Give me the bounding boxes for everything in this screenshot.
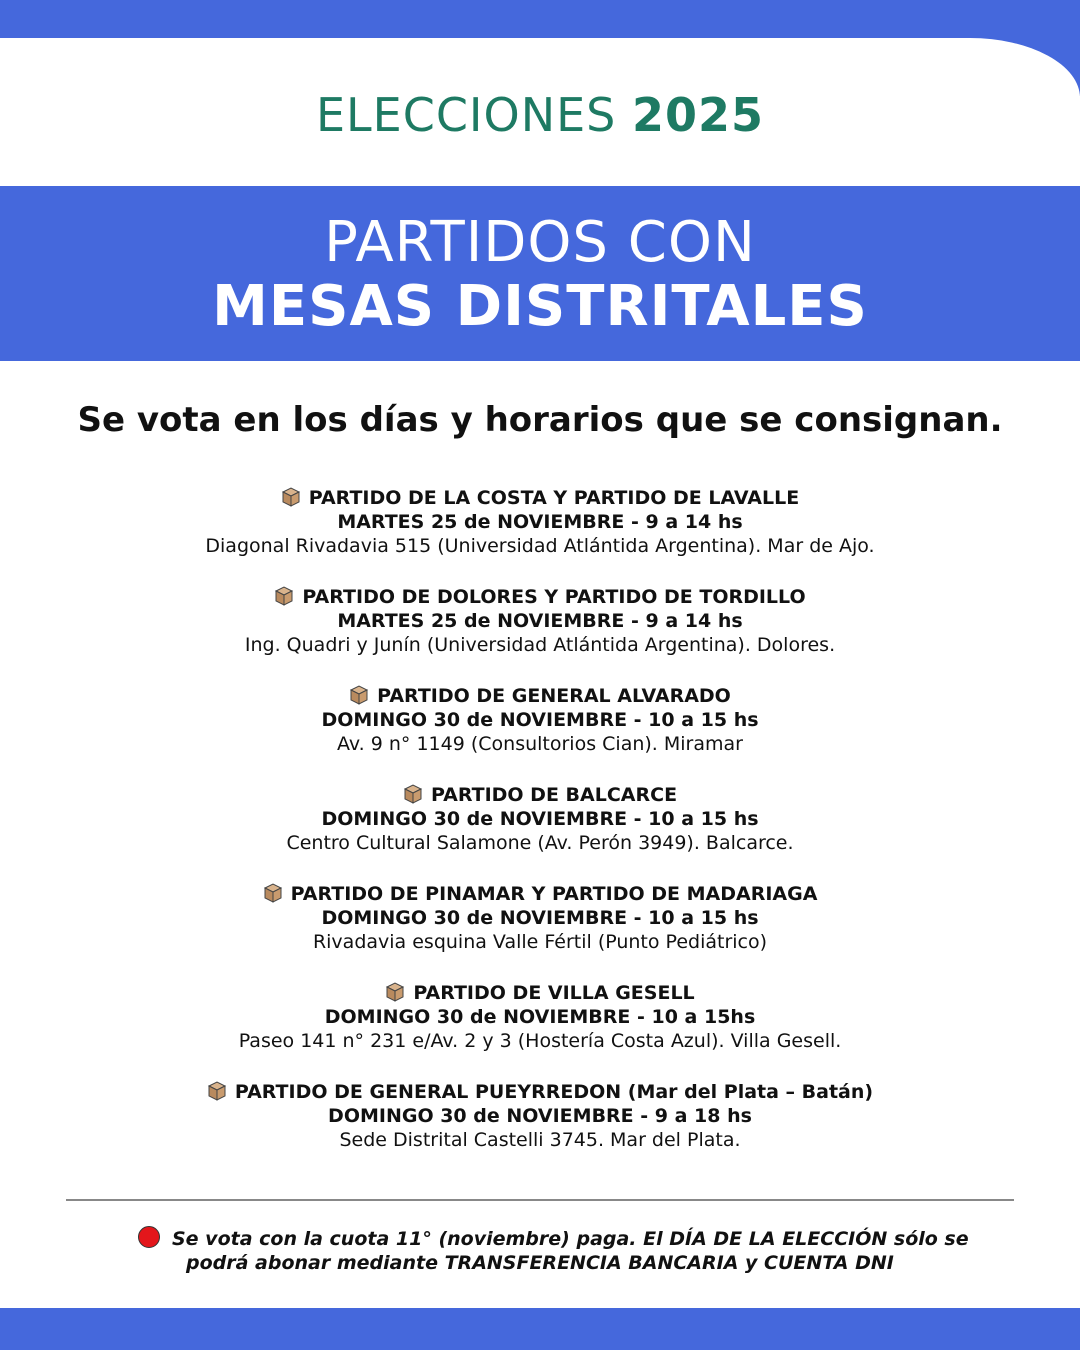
note-line1: Se vota con la cuota 11° (noviembre) paga. El DÍA DE LA ELECCIÓN sólo se bbox=[172, 1228, 969, 1250]
entry-address: Paseo 141 n° 231 e/Av. 2 y 3 (Hostería Costa Azul). Villa Gesell. bbox=[238, 1030, 842, 1052]
entry-date: MARTES 25 de NOVIEMBRE - 9 a 14 hs bbox=[337, 511, 743, 533]
entry-date: DOMINGO 30 de NOVIEMBRE - 9 a 18 hs bbox=[328, 1105, 752, 1127]
list-item bbox=[0, 684, 1080, 783]
entry-name: PARTIDO DE VILLA GESELL bbox=[413, 982, 695, 1004]
entry-address: Diagonal Rivadavia 515 (Universidad Atlántida Argentina). Mar de Ajo. bbox=[205, 535, 875, 557]
red-circle-icon bbox=[138, 1226, 160, 1248]
entry-name: PARTIDO DE GENERAL ALVARADO bbox=[377, 685, 731, 707]
page-title bbox=[0, 88, 1080, 142]
package-box-icon bbox=[263, 883, 283, 903]
entry-name: PARTIDO DE LA COSTA Y PARTIDO DE LAVALLE bbox=[308, 487, 800, 509]
entry-date: DOMINGO 30 de NOVIEMBRE - 10 a 15 hs bbox=[321, 808, 759, 830]
banner bbox=[0, 186, 1080, 361]
entry-address: Centro Cultural Salamone (Av. Perón 3949). Balcarce. bbox=[286, 832, 794, 854]
bottom-bar bbox=[0, 1308, 1080, 1350]
package-box-icon bbox=[207, 1081, 227, 1101]
subtitle: Se vota en los días y horarios que se consignan. bbox=[77, 400, 1003, 440]
entry-name: PARTIDO DE GENERAL PUEYRREDON (Mar del Plata – Batán) bbox=[234, 1081, 874, 1103]
package-box-icon bbox=[385, 982, 405, 1002]
package-box-icon bbox=[403, 784, 423, 804]
package-box-icon bbox=[349, 685, 369, 705]
banner-line2: MESAS DISTRITALES bbox=[212, 274, 868, 339]
list-item bbox=[0, 981, 1080, 1080]
entry-address: Av. 9 n° 1149 (Consultorios Cian). Miramar bbox=[337, 733, 743, 755]
entry-address: Rivadavia esquina Valle Fértil (Punto Pediátrico) bbox=[312, 931, 768, 953]
note-line2: podrá abonar mediante TRANSFERENCIA BANCARIA y CUENTA DNI bbox=[186, 1252, 894, 1274]
title-prefix: ELECCIONES bbox=[315, 88, 617, 142]
entry-date: DOMINGO 30 de NOVIEMBRE - 10 a 15 hs bbox=[321, 907, 759, 929]
entries-list bbox=[0, 486, 1080, 1179]
entry-address: Ing. Quadri y Junín (Universidad Atlántida Argentina). Dolores. bbox=[244, 634, 836, 656]
divider bbox=[66, 1199, 1014, 1201]
package-box-icon bbox=[274, 586, 294, 606]
top-bar bbox=[0, 0, 1080, 38]
title-year: 2025 bbox=[632, 88, 765, 142]
entry-date: MARTES 25 de NOVIEMBRE - 9 a 14 hs bbox=[337, 610, 743, 632]
entry-date: DOMINGO 30 de NOVIEMBRE - 10 a 15hs bbox=[324, 1006, 756, 1028]
banner-line1: PARTIDOS CON bbox=[324, 210, 756, 275]
entry-date: DOMINGO 30 de NOVIEMBRE - 10 a 15 hs bbox=[321, 709, 759, 731]
entry-name: PARTIDO DE DOLORES Y PARTIDO DE TORDILLO bbox=[302, 586, 806, 608]
list-item bbox=[0, 882, 1080, 981]
list-item bbox=[0, 1080, 1080, 1179]
list-item bbox=[0, 585, 1080, 684]
list-item bbox=[0, 486, 1080, 585]
entry-address: Sede Distrital Castelli 3745. Mar del Plata. bbox=[339, 1129, 741, 1151]
package-box-icon bbox=[281, 487, 301, 507]
entry-name: PARTIDO DE PINAMAR Y PARTIDO DE MADARIAGA bbox=[290, 883, 818, 905]
list-item bbox=[0, 783, 1080, 882]
entry-name: PARTIDO DE BALCARCE bbox=[430, 784, 678, 806]
